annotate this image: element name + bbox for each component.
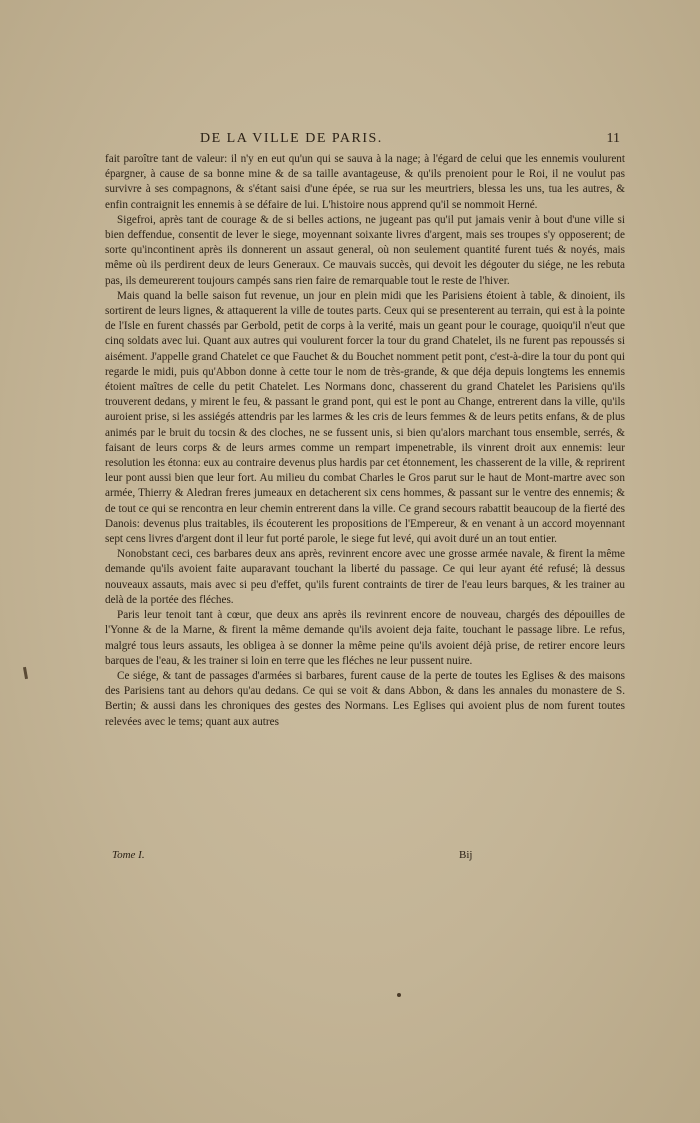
margin-mark: [23, 667, 28, 679]
paragraph: Sigefroi, après tant de courage & de si belles actions, ne jugeant pas qu'il put jamais venir à bout d'une ville si bien deffendue, consentit de lever le siege, moyennant soixante livres d'argent, mais ses troupes s'y opposerent; de sorte qu'incontinent après ils donnerent un assaut general, où non seulement quantité furent tués & noyés, mais même où ils perdirent deux de leurs Generaux. Ce mauvais succès, qui devoit les dégouter du siége, ne les rebuta pas, ils demeurerent toujours campés sans rien faire de remarquable tout le reste de l'hiver.: [105, 213, 625, 287]
paragraph: Mais quand la belle saison fut revenue, un jour en plein midi que les Parisiens étoient à table, & dinoient, ils sortirent de leurs lignes, & attaquerent la ville de toutes parts. Ceux qui se presenterent au terrain, qui est à la pointe de l'Isle en furent chassés par Gerbold, petit de corps à la verité, mais un geant pour le courage, quoiqu'il n'eut que cinq soldats avec lui. Quant aux autres qui voulurent forcer la tour du grand Chatelet, ils ne furent pas repoussés si aisément. J'appelle grand Chatelet ce que Fauchet & du Bouchet nomment petit pont, c'est-à-dire la tour du pont qui regarde le midi, puis qu'Abbon donne à cette tour le nom de très-grande, & que déja depuis longtems les ennemis étoient maîtres de celle du petit Chatelet. Les Normans donc, chasserent du grand Chatelet les Parisiens qu'ils trouverent dedans, y mirent le feu, & passant le grand pont, qui est le pont au Change, entrerent dans la ville, qu'ils auroient prise, si les assiégés attendris par les larmes & les cris de leurs femmes & de leurs petits enfans, & de plus animés par le bruit du tocsin & des cloches, ne se fussent unis, si bien qu'alors marchant tous ensemble, serrés, & faisant de leurs corps & de leurs armes comme un rempart impenetrable, ils vinrent droit aux ennemis: leur resolution les étonna: eux au contraire devenus plus hardis par cet étonnement, les chasserent de la ville, & reprirent leur pont aussi bien que leur fort. Au milieu du combat Charles le Gros parut sur le haut de Mont-martre avec son armée, Thierry & Aledran freres jumeaux en detacherent six cens hommes, & passant sur le ventre des ennemis; & de tout ce qui se rencontra en leur chemin entrerent dans la ville. Ce grand secours rabattit beaucoup de la fierté des Danois: devenus plus traitables, ils écouterent les propositions de l'Empereur, & en venant à un accord moyennant sept cens livres d'argent dont il leur fut porté parole, le siege fut levé, qui avoit duré un an tout entier.: [105, 289, 625, 546]
paragraph: Ce siége, & tant de passages d'armées si barbares, furent cause de la perte de toutes les Eglises & des maisons des Parisiens tant au dehors qu'au dedans. Ce qui se voit & dans Abbon, & dans les annales du monastere de S. Bertin; & aussi dans les chroniques des gestes des Normans. Les Eglises qui avoient plus de nom furent toutes relevées avec le tems; quant aux autres: [105, 669, 625, 728]
volume-label: Tome I.: [112, 849, 145, 861]
paragraph: fait paroître tant de valeur: il n'y en eut qu'un qui se sauva à la nage; à l'égard de celui que les ennemis voulurent épargner, à cause de sa bonne mine & de sa taille avantageuse, & qu'ils prenoient pour le Roi, il ne voulut pas survivre à ses compagnons, & s'étant saisi d'une épée, se rua sur les meurtriers, blessa les uns, tua les autres, & enfin contraignit les ennemis à se défaire de lui. L'histoire nous apprend qu'il se nommoit Herné.: [105, 153, 625, 211]
page-footer: [112, 849, 592, 865]
running-head: [100, 131, 620, 151]
signature-mark: Bij: [459, 849, 473, 861]
paper-spot: [397, 993, 401, 997]
running-head-title: DE LA VILLE DE PARIS.: [200, 131, 383, 146]
paragraph: Paris leur tenoit tant à cœur, que deux ans après ils revinrent encore de nouveau, chargés des dépouilles de l'Yonne & de la Marne, & firent la même demande qu'ils avoient deja faite, touchant le passage libre. Le refus, malgré tous leurs assauts, les obligea à se donner la même peine qu'ils avoient déjà prise, de retirer encore leurs barques de l'eau, & les trainer si loin en terre que les fléches ne leur pussent nuire.: [105, 609, 625, 667]
body-text: [105, 152, 625, 730]
page-number: 11: [606, 131, 620, 146]
paragraph: Nonobstant ceci, ces barbares deux ans après, revinrent encore avec une grosse armée navale, & firent la même demande qu'ils avoient faite auparavant touchant la liberté du passage. Ce qui leur ayant été refusé; là dessus nouveaux assauts, mais avec si peu d'effet, qu'ils furent contraints de tirer de l'eau leurs barques, & les trainer au delà de la portée des fléches.: [105, 548, 625, 606]
